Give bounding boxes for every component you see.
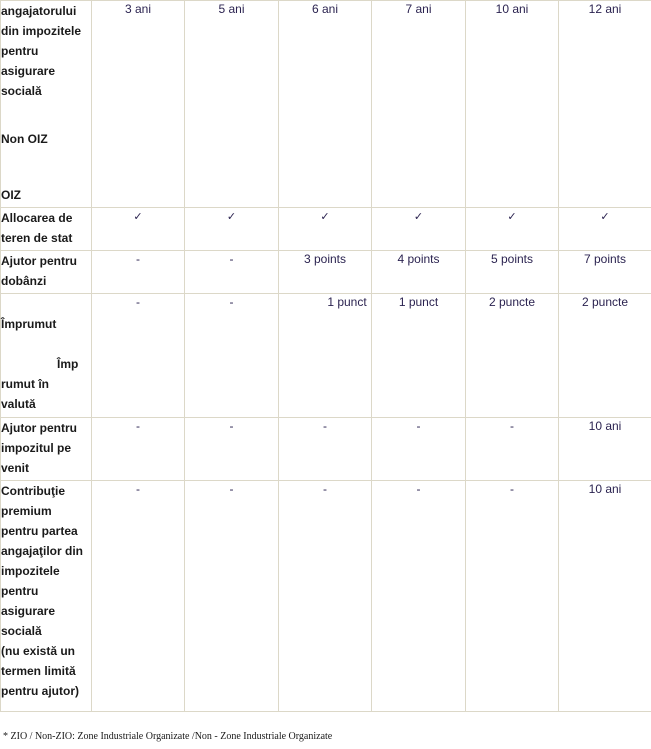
table-cell: 10 ani xyxy=(559,481,651,712)
table-cell: 3 ani xyxy=(92,1,185,208)
table-cell: - xyxy=(92,251,185,294)
row-label xyxy=(1,481,92,712)
table-cell: 7 ani xyxy=(372,1,466,208)
table-row xyxy=(1,481,651,712)
table-cell: 5 points xyxy=(466,251,559,294)
table-row xyxy=(1,208,651,251)
label-line: Ajutor pentru xyxy=(1,421,77,435)
table-cell: - xyxy=(92,481,185,712)
label-line: Împ xyxy=(57,357,79,371)
table-cell: - xyxy=(372,418,466,481)
label-line: termen limită xyxy=(1,664,76,678)
table-row xyxy=(1,251,651,294)
label-line: pentru xyxy=(1,44,39,58)
table-cell: - xyxy=(279,481,372,712)
footnote: * ZIO / Non-ZIO: Zone Industriale Organizate /Non - Zone Industriale Organizate xyxy=(3,731,333,742)
table-cell: - xyxy=(92,294,185,418)
table-cell: 7 points xyxy=(559,251,651,294)
table-cell: - xyxy=(185,251,279,294)
label-line: Allocarea de xyxy=(1,211,73,225)
table-cell: 4 points xyxy=(372,251,466,294)
label-line: teren de stat xyxy=(1,231,73,245)
check-icon: ✓ xyxy=(133,210,143,223)
check-icon: ✓ xyxy=(600,210,610,223)
table-cell xyxy=(185,208,279,251)
label-imprumut: Împrumut xyxy=(1,317,57,331)
table-cell: 2 puncte xyxy=(559,294,651,418)
label-line: impozitul pe xyxy=(1,441,71,455)
check-icon: ✓ xyxy=(320,210,330,223)
label-line: impozitele xyxy=(1,564,60,578)
table-cell: 10 ani xyxy=(466,1,559,208)
table-cell: 6 ani xyxy=(279,1,372,208)
table-cell: 3 points xyxy=(279,251,372,294)
label-line: Contribuţie xyxy=(1,484,65,498)
table-cell xyxy=(279,294,372,418)
check-icon: ✓ xyxy=(226,210,237,223)
table-row xyxy=(1,294,651,418)
cell-text: 1 punct xyxy=(327,295,367,309)
row-label xyxy=(1,208,92,251)
row-label xyxy=(1,418,92,481)
table-cell: - xyxy=(92,418,185,481)
label-line: (nu există un xyxy=(1,644,76,658)
label-line: rumut în xyxy=(1,377,49,391)
check-icon: ✓ xyxy=(507,210,517,223)
label-line: pentru xyxy=(1,584,39,598)
label-line: Ajutor pentru xyxy=(1,254,77,268)
label-line: asigurare xyxy=(1,604,56,618)
table-cell: 10 ani xyxy=(559,418,651,481)
table-cell: 2 puncte xyxy=(466,294,559,418)
label-line: socială xyxy=(1,84,42,98)
table-cell xyxy=(92,208,185,251)
label-line: valută xyxy=(1,397,36,411)
label-line: asigurare xyxy=(1,64,56,78)
table-cell xyxy=(279,208,372,251)
label-non-oiz: Non OIZ xyxy=(1,132,48,146)
table-cell: 5 ani xyxy=(185,1,279,208)
table-cell xyxy=(559,208,651,251)
label-line: premium xyxy=(1,504,52,518)
label-line: venit xyxy=(1,461,30,475)
table-row xyxy=(1,418,651,481)
table-cell: - xyxy=(372,481,466,712)
row-label xyxy=(1,1,92,208)
label-line: din impozitele xyxy=(1,24,82,38)
table-row xyxy=(1,1,651,208)
row-label xyxy=(1,251,92,294)
label-line: pentru partea xyxy=(1,524,78,538)
table-cell xyxy=(466,208,559,251)
table-cell: 12 ani xyxy=(559,1,651,208)
check-icon: ✓ xyxy=(413,210,424,223)
table-cell: - xyxy=(185,418,279,481)
label-line: dobânzi xyxy=(1,274,47,288)
table-cell: - xyxy=(185,294,279,418)
table-cell: - xyxy=(466,481,559,712)
label-line: socială xyxy=(1,624,42,638)
label-line: pentru ajutor) xyxy=(1,684,79,698)
label-line: angajatorului xyxy=(1,4,77,18)
label-line: angajaţilor din xyxy=(1,544,84,558)
table-cell: - xyxy=(185,481,279,712)
table-cell: 1 punct xyxy=(372,294,466,418)
label-oiz: OIZ xyxy=(1,188,21,202)
table-cell: - xyxy=(279,418,372,481)
table-cell: - xyxy=(466,418,559,481)
table-cell xyxy=(372,208,466,251)
row-label xyxy=(1,294,92,418)
